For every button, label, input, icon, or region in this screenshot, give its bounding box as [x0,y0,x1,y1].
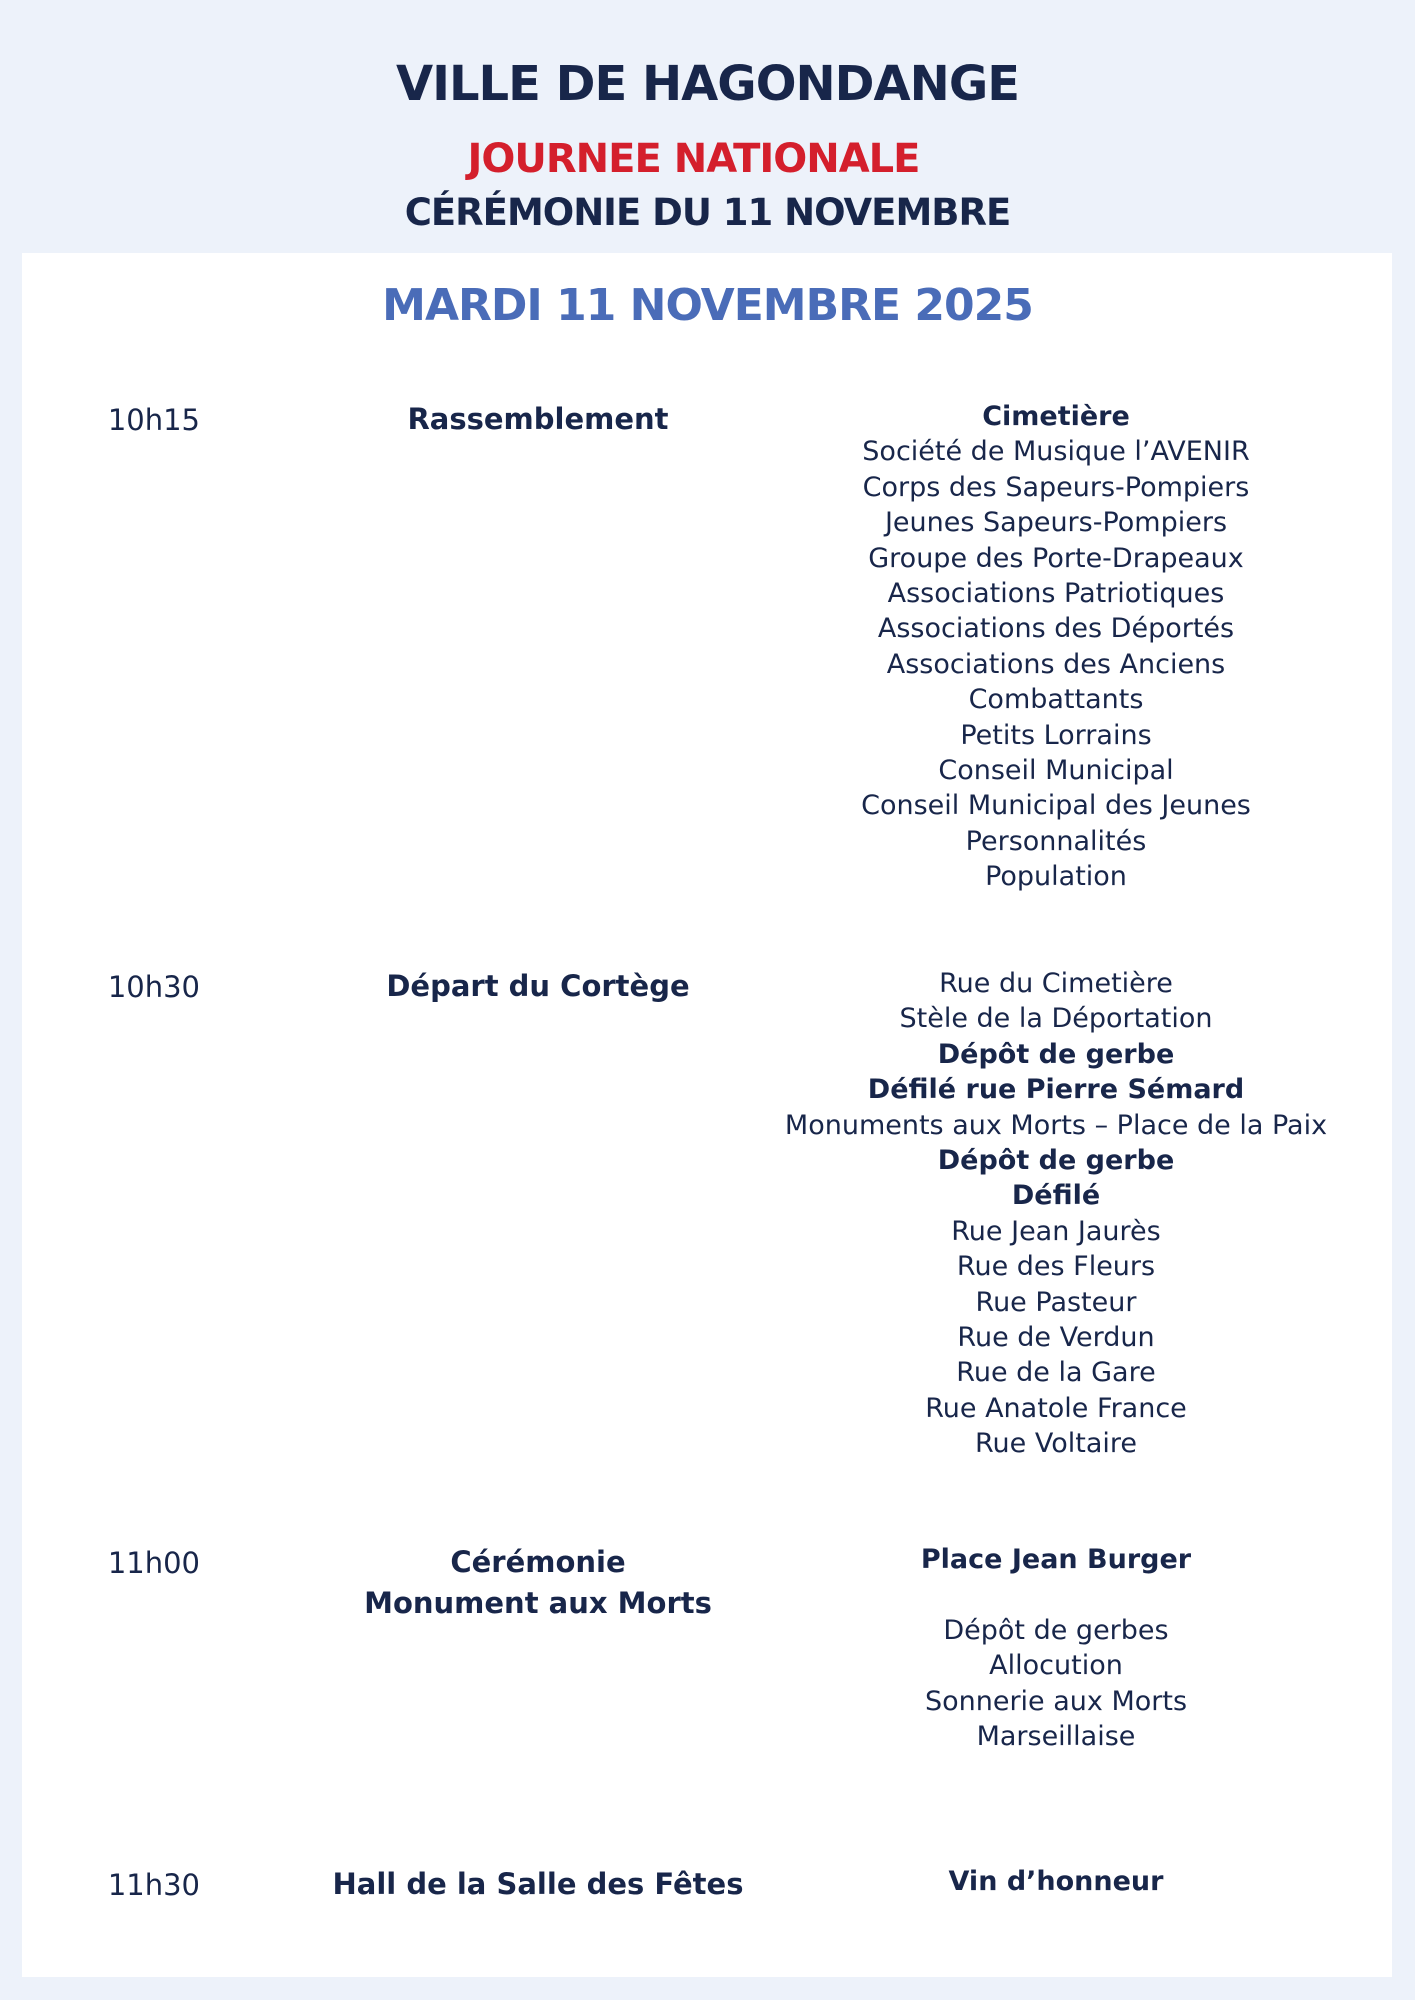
detail-line: Personnalités [965,825,1147,857]
detail-line: Rue Jean Jaurès [951,1215,1161,1247]
detail-line: Allocution [989,1650,1123,1682]
detail-line: Rue de Verdun [957,1322,1155,1354]
detail-line: Jeunes Sapeurs-Pompiers [884,507,1228,539]
detail-line: Défilé rue Pierre Sémard [867,1074,1245,1106]
detail-line: Associations Patriotiques [887,578,1225,610]
detail-line: Population [985,861,1127,893]
detail-line: Monuments aux Morts – Place de la Paix [784,1109,1328,1141]
detail-line: Associations des Déportés [877,613,1235,645]
schedule-time: 10h30 [107,970,200,1004]
schedule-details [706,399,1406,895]
detail-line: Stèle de la Déportation [899,1003,1213,1035]
detail-line: Rue Voltaire [975,1428,1137,1460]
detail-line: Dépôt de gerbes [943,1614,1169,1646]
detail-line: Sonnerie aux Morts [924,1685,1188,1717]
activity-line: Départ du Cortège [386,969,690,1003]
detail-line: Combattants [968,684,1144,716]
schedule-details [706,966,1406,1462]
detail-line: Groupe des Porte-Drapeaux [868,542,1244,574]
schedule-time: 11h00 [107,1546,200,1580]
detail-line: Conseil Municipal des Jeunes [861,790,1251,822]
detail-line: Rue Pasteur [975,1286,1137,1318]
schedule-details [706,1864,1406,1899]
detail-line: Défilé [1011,1180,1101,1212]
schedule-details [706,1542,1406,1754]
detail-line: Petits Lorrains [960,719,1152,751]
detail-line: Dépôt de gerbe [937,1038,1175,1070]
detail-line: Rue du Cimetière [939,968,1173,999]
schedule-time: 10h15 [107,403,200,437]
detail-line: Place Jean Burger [920,1544,1192,1575]
city-title: VILLE DE HAGONDANGE [395,56,1020,112]
detail-line: Corps des Sapeurs-Pompiers [862,471,1250,503]
detail-line: Rue des Fleurs [956,1251,1156,1283]
detail-line: Conseil Municipal [938,755,1174,787]
detail-line: Vin d’honneur [948,1866,1164,1897]
event-title: JOURNEE NATIONALE [467,136,920,182]
detail-line: Société de Musique l’AVENIR [862,436,1250,468]
detail-line: Associations des Anciens [886,648,1226,680]
detail-line: Cimetière [982,401,1130,432]
detail-line [706,1577,1406,1612]
activity-line: Monument aux Morts [364,1586,712,1620]
detail-line: Dépôt de gerbe [937,1145,1175,1177]
event-date: MARDI 11 NOVEMBRE 2025 [382,280,1033,331]
ceremony-title: CÉRÉMONIE DU 11 NOVEMBRE [404,191,1011,234]
detail-line: Rue Anatole France [925,1392,1187,1424]
detail-line: Marseillaise [976,1721,1136,1753]
activity-line: Rassemblement [407,402,669,436]
activity-line: Hall de la Salle des Fêtes [332,1867,744,1901]
detail-line: Rue de la Gare [956,1357,1156,1389]
schedule-time: 11h30 [107,1868,200,1902]
activity-line: Cérémonie [450,1545,626,1579]
